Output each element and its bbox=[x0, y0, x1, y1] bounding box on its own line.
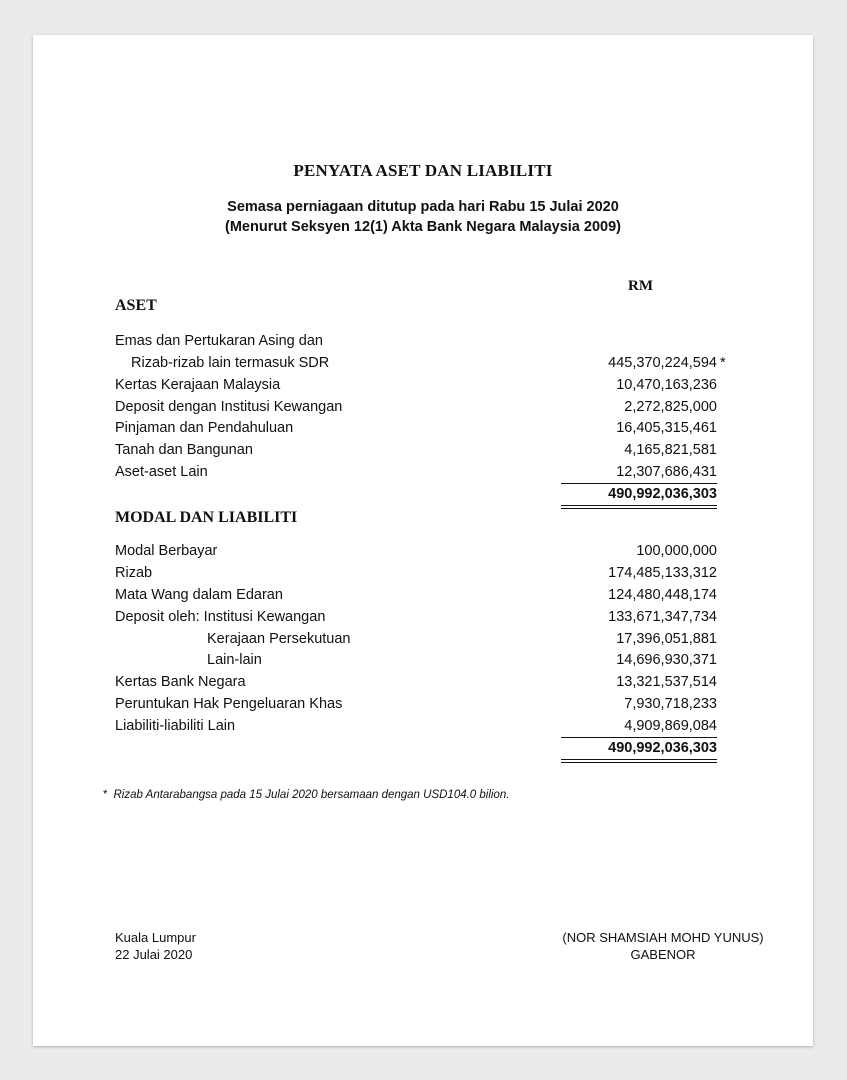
footnote bbox=[103, 789, 509, 801]
liability-value: 4,909,869,084 bbox=[624, 718, 717, 734]
asset-value: 445,370,224,594 bbox=[608, 355, 717, 371]
asset-value: 4,165,821,581 bbox=[624, 442, 717, 458]
footnote-star: * bbox=[103, 789, 108, 801]
liability-label: Deposit oleh: Institusi Kewangan bbox=[115, 609, 326, 625]
liability-label: Mata Wang dalam Edaran bbox=[115, 587, 283, 603]
liability-value: 174,485,133,312 bbox=[608, 565, 717, 581]
date-text: 22 Julai 2020 bbox=[115, 947, 193, 962]
asset-value: 16,405,315,461 bbox=[616, 420, 717, 436]
signatory-block bbox=[553, 929, 773, 963]
liability-value: 13,321,537,514 bbox=[616, 674, 717, 690]
assets-total-value: 490,992,036,303 bbox=[608, 486, 717, 502]
document-title: PENYATA ASET DAN LIABILITI bbox=[293, 161, 553, 180]
liability-label: Liabiliti-liabiliti Lain bbox=[115, 718, 236, 734]
liability-value: 7,930,718,233 bbox=[624, 696, 717, 712]
liabilities-total-value: 490,992,036,303 bbox=[608, 740, 717, 756]
asset-label: Rizab-rizab lain termasuk SDR bbox=[131, 355, 330, 371]
asset-label: Kertas Kerajaan Malaysia bbox=[115, 377, 281, 393]
liability-row bbox=[115, 693, 755, 715]
asset-label: Pinjaman dan Pendahuluan bbox=[115, 420, 294, 436]
asset-row bbox=[115, 417, 755, 439]
asset-label: Emas dan Pertukaran Asing dan bbox=[115, 333, 323, 349]
asset-row bbox=[115, 374, 755, 396]
liability-label: Modal Berbayar bbox=[115, 543, 218, 559]
liability-label: Kerajaan Persekutuan bbox=[207, 631, 351, 647]
liability-row bbox=[115, 540, 755, 562]
liability-value: 133,671,347,734 bbox=[608, 609, 717, 625]
liability-row bbox=[115, 715, 755, 737]
asset-row bbox=[115, 439, 755, 461]
liability-row bbox=[115, 649, 755, 671]
signatory-position: GABENOR bbox=[630, 947, 696, 962]
liability-label: Rizab bbox=[115, 565, 153, 581]
double-underline bbox=[561, 505, 717, 509]
liability-label: Peruntukan Hak Pengeluaran Khas bbox=[115, 696, 343, 712]
liability-value: 17,396,051,881 bbox=[616, 631, 717, 647]
liability-value: 100,000,000 bbox=[636, 543, 717, 559]
asset-row bbox=[115, 461, 755, 483]
liabilities-heading: MODAL DAN LIABILITI bbox=[115, 509, 298, 526]
liabilities-total bbox=[561, 737, 717, 758]
document-subtitle-date: Semasa perniagaan ditutup pada hari Rabu 15 Julai 2020 bbox=[227, 199, 619, 215]
liability-label: Lain-lain bbox=[207, 652, 262, 668]
asset-row bbox=[115, 352, 755, 374]
asset-label: Tanah dan Bangunan bbox=[115, 442, 253, 458]
liability-label: Kertas Bank Negara bbox=[115, 674, 246, 690]
asset-label: Aset-aset Lain bbox=[115, 464, 208, 480]
currency-header: RM bbox=[628, 278, 653, 294]
asset-row bbox=[115, 330, 755, 352]
assets-heading: ASET bbox=[115, 297, 157, 314]
liability-row bbox=[115, 606, 755, 628]
asset-row bbox=[115, 396, 755, 418]
statement-page bbox=[33, 35, 813, 1046]
place-date-block bbox=[115, 929, 196, 963]
asset-label: Deposit dengan Institusi Kewangan bbox=[115, 399, 343, 415]
liability-row bbox=[115, 628, 755, 650]
place-text: Kuala Lumpur bbox=[115, 930, 196, 945]
liability-row bbox=[115, 562, 755, 584]
asset-value: 10,470,163,236 bbox=[616, 377, 717, 393]
footnote-marker: * bbox=[720, 355, 726, 371]
liability-row bbox=[115, 584, 755, 606]
asset-value: 2,272,825,000 bbox=[624, 399, 717, 415]
footnote-text: Rizab Antarabangsa pada 15 Julai 2020 bersamaan dengan USD104.0 bilion. bbox=[113, 789, 510, 801]
assets-total bbox=[561, 483, 717, 504]
liability-value: 124,480,448,174 bbox=[608, 587, 717, 603]
signatory-name: (NOR SHAMSIAH MOHD YUNUS) bbox=[562, 930, 764, 945]
liability-row bbox=[115, 671, 755, 693]
asset-value: 12,307,686,431 bbox=[616, 464, 717, 480]
document-subtitle-act: (Menurut Seksyen 12(1) Akta Bank Negara Malaysia 2009) bbox=[225, 219, 621, 235]
liability-value: 14,696,930,371 bbox=[616, 652, 717, 668]
double-underline bbox=[561, 759, 717, 763]
